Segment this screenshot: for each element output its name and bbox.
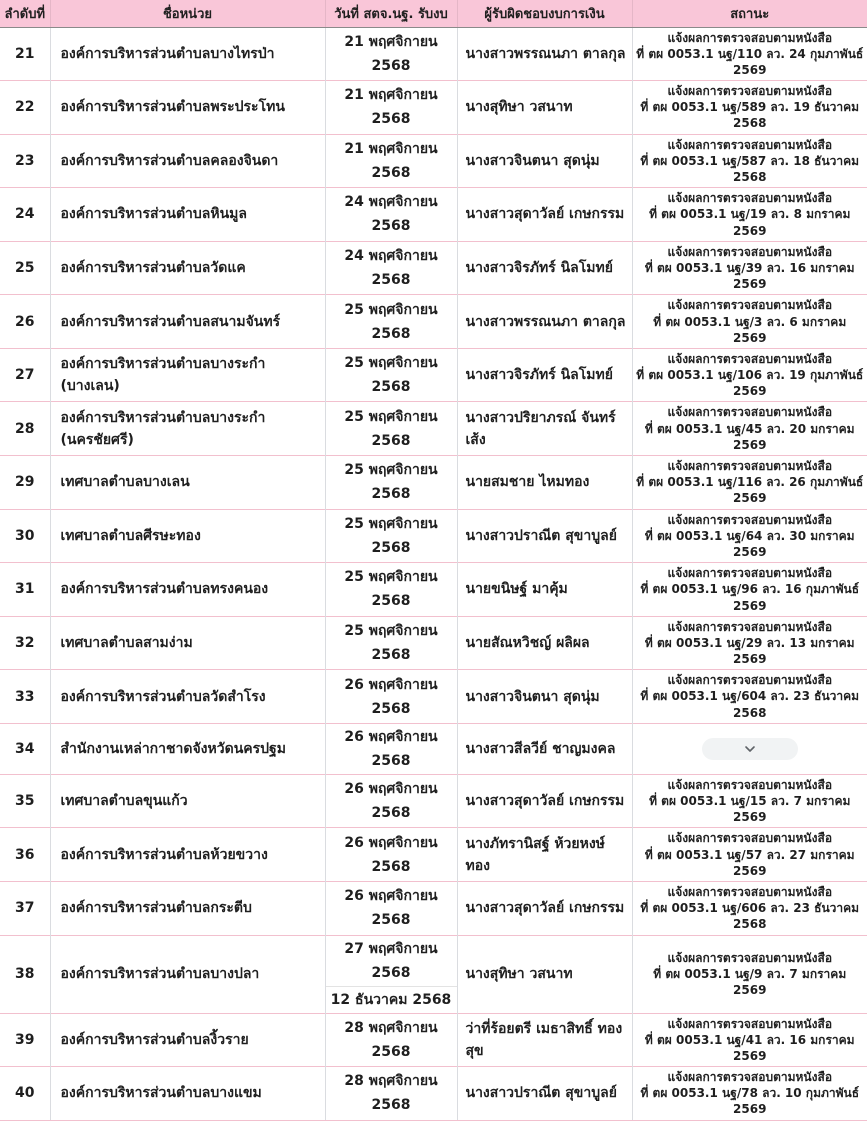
responsible-person-value: นายขนิษฐ์ มาคุ้ม: [465, 581, 568, 598]
table-row: [0, 509, 867, 563]
status-line-1: แจ้งผลการตรวจสอบตามหนังสือ: [667, 351, 833, 366]
ordinal-value: 34: [15, 740, 35, 757]
status-line-2: ที่ ตผ 0053.1 นฐ/604 ลว. 23 ธันวาคม 2568: [640, 689, 860, 720]
status-text: [635, 30, 866, 79]
unit-name-cell[interactable]: [50, 456, 325, 510]
responsible-person-value: นางสาวพรรณนภา ตาลกุล: [465, 45, 626, 62]
receive-date-value: 21 พฤศจิกายน 2568: [344, 33, 438, 74]
status-cell[interactable]: [632, 774, 867, 828]
unit-name-cell[interactable]: [50, 881, 325, 935]
ordinal-value: 22: [15, 99, 35, 116]
unit-name-cell[interactable]: [50, 828, 325, 882]
responsible-person-cell[interactable]: [457, 27, 632, 81]
ordinal-cell[interactable]: [0, 456, 50, 510]
unit-name-value: เทศบาลตำบลสามง่าม: [60, 634, 193, 651]
receive-date-cell[interactable]: [325, 1013, 457, 1067]
responsible-person-cell[interactable]: [457, 616, 632, 670]
responsible-person-cell[interactable]: [457, 670, 632, 724]
status-line-1: แจ้งผลการตรวจสอบตามหนังสือ: [667, 244, 833, 259]
ordinal-value: 28: [15, 420, 35, 437]
ordinal-value: 31: [15, 581, 35, 598]
status-line-2: ที่ ตผ 0053.1 นฐ/19 ลว. 8 มกราคม 2569: [649, 207, 851, 238]
unit-name-cell[interactable]: [50, 723, 325, 774]
table-row: [0, 774, 867, 828]
status-line-2: ที่ ตผ 0053.1 นฐ/589 ลว. 19 ธันวาคม 2568: [640, 100, 860, 131]
status-text: [635, 297, 866, 346]
unit-name-cell[interactable]: [50, 348, 325, 402]
status-text: [635, 512, 866, 561]
responsible-person-cell[interactable]: [457, 81, 632, 135]
receive-date-cell[interactable]: [325, 81, 457, 135]
status-line-1: แจ้งผลการตรวจสอบตามหนังสือ: [667, 191, 833, 206]
receive-date-value: 25 พฤศจิกายน 2568: [344, 462, 438, 503]
unit-name-cell[interactable]: [50, 188, 325, 242]
ordinal-value: 25: [15, 260, 35, 277]
table-row: [0, 402, 867, 456]
status-text: [635, 1069, 866, 1118]
unit-name-cell[interactable]: [50, 134, 325, 188]
status-text: [635, 190, 866, 239]
status-cell[interactable]: [632, 456, 867, 510]
header-row: [0, 0, 867, 27]
column-header-receive-date[interactable]: วันที่ สตจ.นฐ. รับงบ: [325, 0, 457, 27]
status-line-2: ที่ ตผ 0053.1 นฐ/587 ลว. 18 ธันวาคม 2568: [640, 153, 860, 184]
receive-date-value: 25 พฤศจิกายน 2568: [344, 408, 438, 449]
status-text: [635, 351, 866, 400]
responsible-person-cell[interactable]: [457, 402, 632, 456]
receive-date-value: 25 พฤศจิกายน 2568: [344, 569, 438, 610]
ordinal-value: 30: [15, 527, 35, 544]
status-cell[interactable]: [632, 241, 867, 295]
status-dropdown[interactable]: [702, 738, 798, 760]
table-row: [0, 134, 867, 188]
table-row: [0, 27, 867, 81]
responsible-person-value: นางสาวสีลวีย์ ชาญมงคล: [465, 740, 616, 757]
responsible-person-cell[interactable]: [457, 456, 632, 510]
table-body: [0, 27, 867, 1120]
column-header-ordinal[interactable]: ลำดับที่: [0, 0, 50, 27]
receive-date-value: 25 พฤศจิกายน 2568: [344, 622, 438, 663]
status-cell[interactable]: [632, 1013, 867, 1067]
unit-name-value: องค์การบริหารส่วนตำบลวัดสำโรง: [60, 688, 266, 705]
receive-date-value: 28 พฤศจิกายน 2568: [344, 1019, 438, 1060]
ordinal-value: 33: [15, 688, 35, 705]
responsible-person-value: นางสาวสุดาวัลย์ เกษกรรม: [465, 206, 625, 223]
unit-name-cell[interactable]: [50, 1013, 325, 1067]
status-line-2: ที่ ตผ 0053.1 นฐ/64 ลว. 30 มกราคม 2569: [644, 528, 855, 559]
unit-name-value: องค์การบริหารส่วนตำบลคลองจินดา: [60, 152, 279, 169]
status-line-1: แจ้งผลการตรวจสอบตามหนังสือ: [667, 512, 833, 527]
receive-date-cell[interactable]: [325, 935, 457, 1013]
unit-name-value: องค์การบริหารส่วนตำบลบางระกำ (นครชัยศรี): [60, 409, 266, 448]
unit-name-cell[interactable]: [50, 27, 325, 81]
receive-date-value: 26 พฤศจิกายน 2568: [344, 888, 438, 929]
status-line-2: ที่ ตผ 0053.1 นฐ/41 ลว. 16 มกราคม 2569: [644, 1032, 855, 1063]
status-cell[interactable]: [632, 402, 867, 456]
status-line-1: แจ้งผลการตรวจสอบตามหนังสือ: [667, 777, 833, 792]
unit-name-value: เทศบาลตำบลศีรษะทอง: [60, 527, 201, 544]
status-line-2: ที่ ตผ 0053.1 นฐ/39 ลว. 16 มกราคม 2569: [644, 260, 855, 292]
status-line-2: ที่ ตผ 0053.1 นฐ/9 ลว. 7 มกราคม 2569: [653, 966, 847, 998]
unit-name-cell[interactable]: [50, 563, 325, 617]
unit-name-cell[interactable]: [50, 774, 325, 828]
responsible-person-cell[interactable]: [457, 348, 632, 402]
responsible-person-value: ว่าที่ร้อยตรี เมธาสิทธิ์ ทองสุข: [465, 1020, 623, 1059]
ordinal-cell[interactable]: [0, 27, 50, 81]
responsible-person-value: นางสาวจิรภัทร์ นิลโมทย์: [465, 260, 613, 277]
status-line-1: แจ้งผลการตรวจสอบตามหนังสือ: [667, 298, 833, 313]
responsible-person-value: นางสาวปราณีต สุขาบูลย์: [465, 1085, 617, 1102]
status-line-2: ที่ ตผ 0053.1 นฐ/15 ลว. 7 มกราคม 2569: [649, 794, 851, 825]
receive-date-cell[interactable]: [325, 723, 457, 774]
status-line-2: ที่ ตผ 0053.1 นฐ/78 ลว. 10 กุมภาพันธ์ 2569: [640, 1086, 860, 1117]
status-cell[interactable]: [632, 828, 867, 882]
ordinal-cell[interactable]: [0, 828, 50, 882]
unit-name-value: องค์การบริหารส่วนตำบลบางปลา: [60, 966, 260, 982]
responsible-person-cell[interactable]: [457, 134, 632, 188]
table-row: [0, 295, 867, 349]
responsible-person-value: นางสาวสุดาวัลย์ เกษกรรม: [465, 793, 625, 810]
status-line-1: แจ้งผลการตรวจสอบตามหนังสือ: [667, 619, 833, 634]
unit-name-cell[interactable]: [50, 295, 325, 349]
status-line-2: ที่ ตผ 0053.1 นฐ/57 ลว. 27 มกราคม 2569: [644, 847, 855, 878]
ordinal-value: 36: [15, 846, 35, 863]
receive-date-cell[interactable]: [325, 402, 457, 456]
status-line-1: แจ้งผลการตรวจสอบตามหนังสือ: [667, 405, 833, 420]
status-cell[interactable]: [632, 81, 867, 135]
unit-name-value: องค์การบริหารส่วนตำบลห้วยขวาง: [60, 846, 268, 863]
status-line-2: ที่ ตผ 0053.1 นฐ/110 ลว. 24 กุมภาพันธ์ 2569: [636, 46, 864, 77]
ordinal-cell[interactable]: [0, 241, 50, 295]
ordinal-value: 24: [15, 206, 35, 223]
ordinal-cell[interactable]: [0, 1013, 50, 1067]
receive-date-value: 26 พฤศจิกายน 2568: [344, 676, 438, 717]
receive-date-cell[interactable]: [325, 27, 457, 81]
status-text: [635, 137, 866, 186]
ordinal-cell[interactable]: [0, 188, 50, 242]
receive-date-cell[interactable]: [325, 348, 457, 402]
status-line-1: แจ้งผลการตรวจสอบตามหนังสือ: [667, 137, 833, 152]
unit-name-value: องค์การบริหารส่วนตำบลบางระกำ (บางเลน): [60, 356, 266, 395]
receive-date-cell[interactable]: [325, 616, 457, 670]
status-cell[interactable]: [632, 935, 867, 1013]
responsible-person-value: นางภัทรานิสฐ์ ห้วยหงษ์ทอง: [465, 835, 605, 874]
status-cell[interactable]: [632, 188, 867, 242]
responsible-person-cell[interactable]: [457, 774, 632, 828]
status-text: [635, 884, 866, 933]
responsible-person-value: นางสาวพรรณนภา ตาลกุล: [465, 313, 626, 330]
ordinal-cell[interactable]: [0, 134, 50, 188]
responsible-person-cell[interactable]: [457, 563, 632, 617]
ordinal-cell[interactable]: [0, 1067, 50, 1121]
ordinal-cell[interactable]: [0, 774, 50, 828]
ordinal-cell[interactable]: [0, 616, 50, 670]
ordinal-value: 40: [15, 1085, 35, 1102]
status-text: [635, 404, 866, 453]
status-text: [635, 672, 866, 721]
unit-name-value: องค์การบริหารส่วนตำบลบางแขม: [60, 1085, 262, 1102]
ordinal-value: 37: [15, 900, 35, 917]
unit-name-cell[interactable]: [50, 670, 325, 724]
status-line-2: ที่ ตผ 0053.1 นฐ/45 ลว. 20 มกราคม 2569: [644, 421, 855, 452]
unit-name-value: องค์การบริหารส่วนตำบลกระตีบ: [60, 900, 252, 917]
responsible-person-value: นางสาวจิรภัทร์ นิลโมทย์: [465, 367, 613, 384]
table-row: [0, 881, 867, 935]
receive-date-value: 27 พฤศจิกายน 2568: [326, 936, 457, 987]
unit-name-value: องค์การบริหารส่วนตำบลหินมูล: [60, 206, 247, 223]
receive-date-value: 24 พฤศจิกายน 2568: [344, 194, 438, 235]
unit-name-cell[interactable]: [50, 241, 325, 295]
status-cell[interactable]: [632, 616, 867, 670]
unit-name-value: องค์การบริหารส่วนตำบลทรงคนอง: [60, 581, 269, 598]
responsible-person-value: นางสุทิษา วสนาท: [465, 966, 573, 982]
ordinal-value: 39: [15, 1031, 35, 1048]
status-cell[interactable]: [632, 723, 867, 774]
ordinal-cell[interactable]: [0, 509, 50, 563]
responsible-person-value: นางสาวปราณีต สุขาบูลย์: [465, 527, 617, 544]
status-cell[interactable]: [632, 1067, 867, 1121]
table-row: [0, 828, 867, 882]
ordinal-value: 29: [15, 474, 35, 491]
ordinal-cell[interactable]: [0, 881, 50, 935]
status-line-1: แจ้งผลการตรวจสอบตามหนังสือ: [667, 1016, 833, 1031]
table-header: [0, 0, 867, 27]
unit-name-value: องค์การบริหารส่วนตำบลวัดแค: [60, 260, 246, 277]
ordinal-cell[interactable]: [0, 402, 50, 456]
ordinal-value: 23: [15, 152, 35, 169]
table-row: [0, 670, 867, 724]
status-cell[interactable]: [632, 670, 867, 724]
ordinal-cell[interactable]: [0, 563, 50, 617]
receive-date-value: 28 พฤศจิกายน 2568: [344, 1073, 438, 1114]
receive-date-value: 21 พฤศจิกายน 2568: [344, 87, 438, 128]
status-line-1: แจ้งผลการตรวจสอบตามหนังสือ: [667, 884, 833, 899]
receive-date-value: 25 พฤศจิกายน 2568: [344, 301, 438, 342]
column-header-status[interactable]: สถานะ: [632, 0, 867, 27]
responsible-person-value: นายสมชาย ไหมทอง: [465, 474, 590, 491]
receive-date-cell[interactable]: [325, 509, 457, 563]
ordinal-cell[interactable]: [0, 81, 50, 135]
unit-name-cell[interactable]: [50, 81, 325, 135]
responsible-person-cell[interactable]: [457, 828, 632, 882]
chevron-down-icon: [744, 743, 756, 755]
responsible-person-value: นายสัณหวิชญ์ ผลิผล: [465, 634, 590, 651]
receive-date-cell[interactable]: [325, 134, 457, 188]
responsible-person-cell[interactable]: [457, 1067, 632, 1121]
table-row: [0, 188, 867, 242]
unit-name-value: เทศบาลตำบลบางเลน: [60, 474, 190, 491]
responsible-person-cell[interactable]: [457, 509, 632, 563]
status-line-2: ที่ ตผ 0053.1 นฐ/3 ลว. 6 มกราคม 2569: [653, 314, 847, 345]
status-text: [635, 83, 866, 132]
status-text: [635, 950, 866, 999]
ordinal-cell[interactable]: [0, 295, 50, 349]
responsible-person-cell[interactable]: [457, 1013, 632, 1067]
responsible-person-value: นางสาวจินตนา สุดนุ่ม: [465, 688, 600, 705]
ordinal-value: 38: [15, 966, 35, 982]
responsible-person-value: นางสาวสุดาวัลย์ เกษกรรม: [465, 900, 625, 917]
receive-date-cell[interactable]: [325, 456, 457, 510]
ordinal-value: 32: [15, 634, 35, 651]
column-header-responsible-person[interactable]: ผู้รับผิดชอบงบการเงิน: [457, 0, 632, 27]
unit-name-value: สำนักงานเหล่ากาชาดจังหวัดนครปฐม: [60, 740, 286, 757]
responsible-person-cell[interactable]: [457, 241, 632, 295]
ordinal-value: 27: [15, 367, 35, 384]
status-line-1: แจ้งผลการตรวจสอบตามหนังสือ: [667, 950, 833, 965]
status-cell[interactable]: [632, 881, 867, 935]
table-row: [0, 563, 867, 617]
table-row: [0, 1067, 867, 1121]
receive-date-value: 25 พฤศจิกายน 2568: [344, 355, 438, 396]
receive-date-value: 26 พฤศจิกายน 2568: [344, 728, 438, 769]
unit-name-cell[interactable]: [50, 509, 325, 563]
receive-date-value: 26 พฤศจิกายน 2568: [344, 834, 438, 875]
status-text: [635, 244, 866, 293]
table-row: [0, 935, 867, 1013]
receive-date-value: 26 พฤศจิกายน 2568: [344, 781, 438, 822]
responsible-person-value: นางสาวปริยาภรณ์ จันทร์เส้ง: [465, 409, 616, 448]
ordinal-value: 21: [15, 45, 35, 62]
column-header-unit-name[interactable]: ชื่อหน่วย: [50, 0, 325, 27]
status-line-2: ที่ ตผ 0053.1 นฐ/116 ลว. 26 กุมภาพันธ์ 2569: [636, 475, 864, 506]
table-row: [0, 616, 867, 670]
unit-name-cell[interactable]: [50, 616, 325, 670]
status-line-1: แจ้งผลการตรวจสอบตามหนังสือ: [667, 84, 833, 99]
status-cell[interactable]: [632, 509, 867, 563]
status-line-2: ที่ ตผ 0053.1 นฐ/606 ลว. 23 ธันวาคม 2568: [640, 901, 860, 932]
status-text: [635, 458, 866, 507]
ordinal-cell[interactable]: [0, 348, 50, 402]
receive-date-cell[interactable]: [325, 828, 457, 882]
responsible-person-cell[interactable]: [457, 723, 632, 774]
ordinal-value: 26: [15, 313, 35, 330]
receive-date-value: 25 พฤศจิกายน 2568: [344, 515, 438, 556]
status-cell[interactable]: [632, 27, 867, 81]
receive-date-value: 21 พฤศจิกายน 2568: [344, 140, 438, 181]
unit-name-cell[interactable]: [50, 935, 325, 1013]
status-cell[interactable]: [632, 295, 867, 349]
status-text: [635, 830, 866, 879]
ordinal-cell[interactable]: [0, 670, 50, 724]
table-row: [0, 723, 867, 774]
responsible-person-cell[interactable]: [457, 935, 632, 1013]
table-row: [0, 241, 867, 295]
receive-date-cell[interactable]: [325, 1067, 457, 1121]
status-text: [635, 777, 866, 826]
unit-name-value: องค์การบริหารส่วนตำบลสนามจันทร์: [60, 313, 281, 330]
receive-date-cell[interactable]: [325, 881, 457, 935]
responsible-person-value: นางสาวจินตนา สุดนุ่ม: [465, 152, 600, 169]
status-text: [635, 619, 866, 668]
receive-date-cell[interactable]: [325, 563, 457, 617]
responsible-person-cell[interactable]: [457, 295, 632, 349]
responsible-person-value: นางสุทิษา วสนาท: [465, 99, 573, 116]
receive-date-cell[interactable]: [325, 241, 457, 295]
table-row: [0, 1013, 867, 1067]
status-line-1: แจ้งผลการตรวจสอบตามหนังสือ: [667, 566, 833, 581]
ordinal-cell[interactable]: [0, 723, 50, 774]
status-line-1: แจ้งผลการตรวจสอบตามหนังสือ: [667, 30, 833, 45]
receive-date-value: 24 พฤศจิกายน 2568: [344, 248, 438, 289]
unit-name-value: องค์การบริหารส่วนตำบลบางไทรป่า: [60, 45, 275, 62]
responsible-person-cell[interactable]: [457, 188, 632, 242]
receive-date-second-value: 12 ธันวาคม 2568: [330, 991, 452, 1008]
table-row: [0, 456, 867, 510]
unit-name-value: องค์การบริหารส่วนตำบลงิ้วราย: [60, 1031, 249, 1048]
unit-name-cell[interactable]: [50, 402, 325, 456]
status-line-1: แจ้งผลการตรวจสอบตามหนังสือ: [667, 1070, 833, 1085]
status-cell[interactable]: [632, 563, 867, 617]
ordinal-cell[interactable]: [0, 935, 50, 1013]
status-line-2: ที่ ตผ 0053.1 นฐ/96 ลว. 16 กุมภาพันธ์ 2569: [640, 582, 860, 613]
receive-date-cell[interactable]: [325, 774, 457, 828]
status-cell[interactable]: [632, 348, 867, 402]
table-row: [0, 81, 867, 135]
status-text: [635, 565, 866, 614]
receive-date-cell[interactable]: [325, 670, 457, 724]
ordinal-value: 35: [15, 793, 35, 810]
receive-date-cell[interactable]: [325, 188, 457, 242]
status-cell[interactable]: [632, 134, 867, 188]
unit-name-value: เทศบาลตำบลขุนแก้ว: [60, 793, 188, 810]
responsible-person-cell[interactable]: [457, 881, 632, 935]
status-line-1: แจ้งผลการตรวจสอบตามหนังสือ: [667, 831, 833, 846]
unit-name-value: องค์การบริหารส่วนตำบลพระประโทน: [60, 99, 285, 116]
table-row: [0, 348, 867, 402]
status-line-2: ที่ ตผ 0053.1 นฐ/29 ลว. 13 มกราคม 2569: [644, 635, 855, 667]
status-text: [635, 1016, 866, 1065]
status-line-1: แจ้งผลการตรวจสอบตามหนังสือ: [667, 673, 833, 688]
status-line-2: ที่ ตผ 0053.1 นฐ/106 ลว. 19 กุมภาพันธ์ 2569: [636, 368, 864, 399]
unit-name-cell[interactable]: [50, 1067, 325, 1121]
receive-date-cell[interactable]: [325, 295, 457, 349]
status-line-1: แจ้งผลการตรวจสอบตามหนังสือ: [667, 459, 833, 473]
